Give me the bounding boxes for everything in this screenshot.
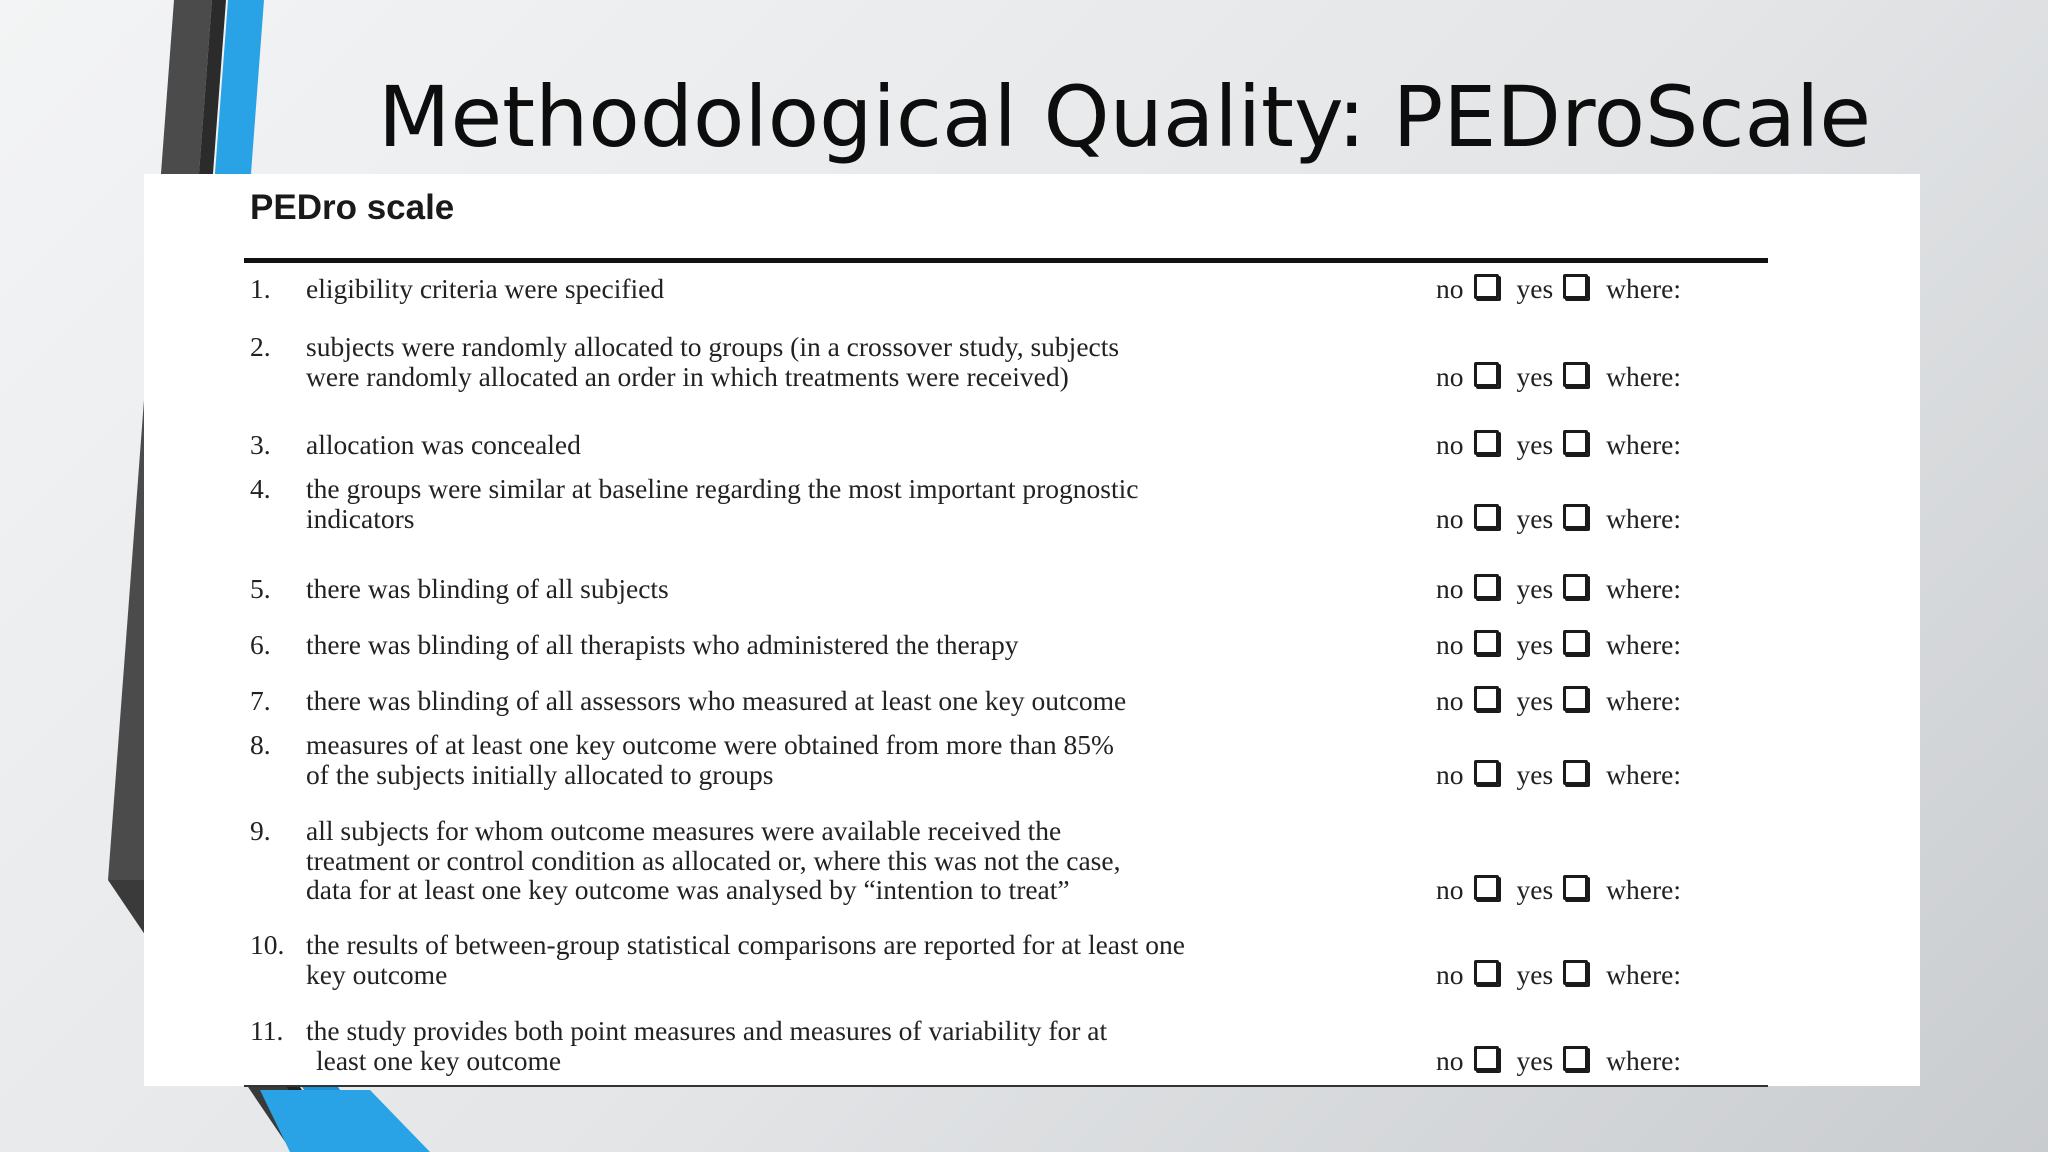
option-no-label: no	[1436, 1044, 1464, 1076]
option-no-label: no	[1436, 429, 1464, 460]
option-yes-label: yes	[1516, 573, 1554, 604]
checkbox-yes[interactable]	[1563, 960, 1588, 985]
top-rule	[244, 258, 1768, 263]
item-text: all subjects for whom outcome measures were available received the	[306, 815, 1062, 846]
item-number: 5.	[250, 573, 271, 604]
checkbox-no[interactable]	[1474, 686, 1499, 711]
option-where-label: where:	[1606, 429, 1681, 460]
option-yes-label: yes	[1516, 758, 1554, 790]
item-text: key outcome	[306, 958, 448, 990]
item-number: 8.	[250, 729, 271, 760]
checkbox-yes[interactable]	[1563, 574, 1588, 599]
option-yes-label: yes	[1516, 429, 1554, 460]
answer-options	[1436, 362, 1681, 392]
item-text: there was blinding of all therapists who administered the therapy	[306, 629, 1019, 660]
item-number: 7.	[250, 685, 271, 716]
answer-options	[1436, 875, 1681, 905]
option-where-label: where:	[1606, 958, 1681, 990]
answer-options	[1436, 274, 1681, 304]
checkbox-no[interactable]	[1474, 504, 1499, 529]
checkbox-no[interactable]	[1474, 875, 1499, 900]
checkbox-no[interactable]	[1474, 274, 1499, 299]
item-text: there was blinding of all assessors who measured at least one key outcome	[306, 685, 1127, 716]
option-no-label: no	[1436, 573, 1464, 604]
checkbox-yes[interactable]	[1563, 362, 1588, 387]
item-text: least one key outcome	[316, 1044, 562, 1076]
option-where-label: where:	[1606, 874, 1681, 905]
item-text: there was blinding of all subjects	[306, 573, 669, 604]
option-yes-label: yes	[1516, 958, 1554, 990]
answer-options	[1436, 430, 1681, 460]
option-where-label: where:	[1606, 360, 1681, 392]
item-number: 10.	[250, 929, 285, 960]
item-number: 9.	[250, 815, 271, 846]
item-text: subjects were randomly allocated to groups (in a crossover study, subjects	[306, 331, 1120, 362]
item-number: 6.	[250, 629, 271, 660]
checkbox-yes[interactable]	[1563, 1046, 1588, 1071]
pedro-scale-document	[144, 174, 1920, 1086]
option-where-label: where:	[1606, 273, 1681, 304]
document-heading: PEDro scale	[250, 188, 455, 227]
slide-title: Methodological Quality: PEDroScale	[378, 68, 1872, 166]
option-where-label: where:	[1606, 629, 1681, 660]
item-text: of the subjects initially allocated to groups	[306, 758, 774, 790]
option-yes-label: yes	[1516, 360, 1554, 392]
option-no-label: no	[1436, 874, 1464, 905]
option-no-label: no	[1436, 273, 1464, 304]
option-where-label: where:	[1606, 1044, 1681, 1076]
item-text: data for at least one key outcome was analysed by “intention to treat”	[306, 874, 1070, 905]
item-text: allocation was concealed	[306, 429, 581, 460]
checkbox-yes[interactable]	[1563, 875, 1588, 900]
checkbox-no[interactable]	[1474, 574, 1499, 599]
item-number: 2.	[250, 331, 271, 362]
answer-options	[1436, 574, 1681, 604]
item-text: were randomly allocated an order in which treatments were received)	[306, 360, 1069, 392]
checkbox-yes[interactable]	[1563, 430, 1588, 455]
option-where-label: where:	[1606, 685, 1681, 716]
option-where-label: where:	[1606, 502, 1681, 534]
option-where-label: where:	[1606, 573, 1681, 604]
checkbox-yes[interactable]	[1563, 274, 1588, 299]
item-text: treatment or control condition as allocated or, where this was not the case,	[306, 844, 1121, 876]
item-number: 1.	[250, 273, 271, 304]
checkbox-yes[interactable]	[1563, 686, 1588, 711]
item-number: 11.	[250, 1015, 284, 1046]
option-no-label: no	[1436, 685, 1464, 716]
checkbox-no[interactable]	[1474, 1046, 1499, 1071]
option-no-label: no	[1436, 629, 1464, 660]
checkbox-no[interactable]	[1474, 960, 1499, 985]
item-number: 4.	[250, 473, 271, 504]
checkbox-no[interactable]	[1474, 760, 1499, 785]
option-yes-label: yes	[1516, 629, 1554, 660]
item-text: measures of at least one key outcome were obtained from more than 85%	[306, 729, 1114, 760]
answer-options	[1436, 760, 1681, 790]
item-text: the groups were similar at baseline regarding the most important prognostic	[306, 473, 1139, 504]
answer-options	[1436, 960, 1681, 990]
item-text: the study provides both point measures and measures of variability for at	[306, 1015, 1108, 1046]
item-text: eligibility criteria were specified	[306, 273, 665, 304]
bottom-rule	[244, 1085, 1768, 1087]
option-yes-label: yes	[1516, 502, 1554, 534]
checkbox-yes[interactable]	[1563, 760, 1588, 785]
checkbox-no[interactable]	[1474, 430, 1499, 455]
option-no-label: no	[1436, 758, 1464, 790]
item-text: indicators	[306, 502, 415, 534]
checkbox-yes[interactable]	[1563, 630, 1588, 655]
checkbox-no[interactable]	[1474, 362, 1499, 387]
option-yes-label: yes	[1516, 1044, 1554, 1076]
answer-options	[1436, 686, 1681, 716]
item-number: 3.	[250, 429, 271, 460]
option-no-label: no	[1436, 360, 1464, 392]
option-yes-label: yes	[1516, 273, 1554, 304]
item-text: the results of between-group statistical comparisons are reported for at least one	[306, 929, 1185, 960]
option-yes-label: yes	[1516, 685, 1554, 716]
checkbox-no[interactable]	[1474, 630, 1499, 655]
answer-options	[1436, 630, 1681, 660]
answer-options	[1436, 1046, 1681, 1076]
option-no-label: no	[1436, 958, 1464, 990]
answer-options	[1436, 504, 1681, 534]
checkbox-yes[interactable]	[1563, 504, 1588, 529]
option-yes-label: yes	[1516, 874, 1554, 905]
option-where-label: where:	[1606, 758, 1681, 790]
option-no-label: no	[1436, 502, 1464, 534]
